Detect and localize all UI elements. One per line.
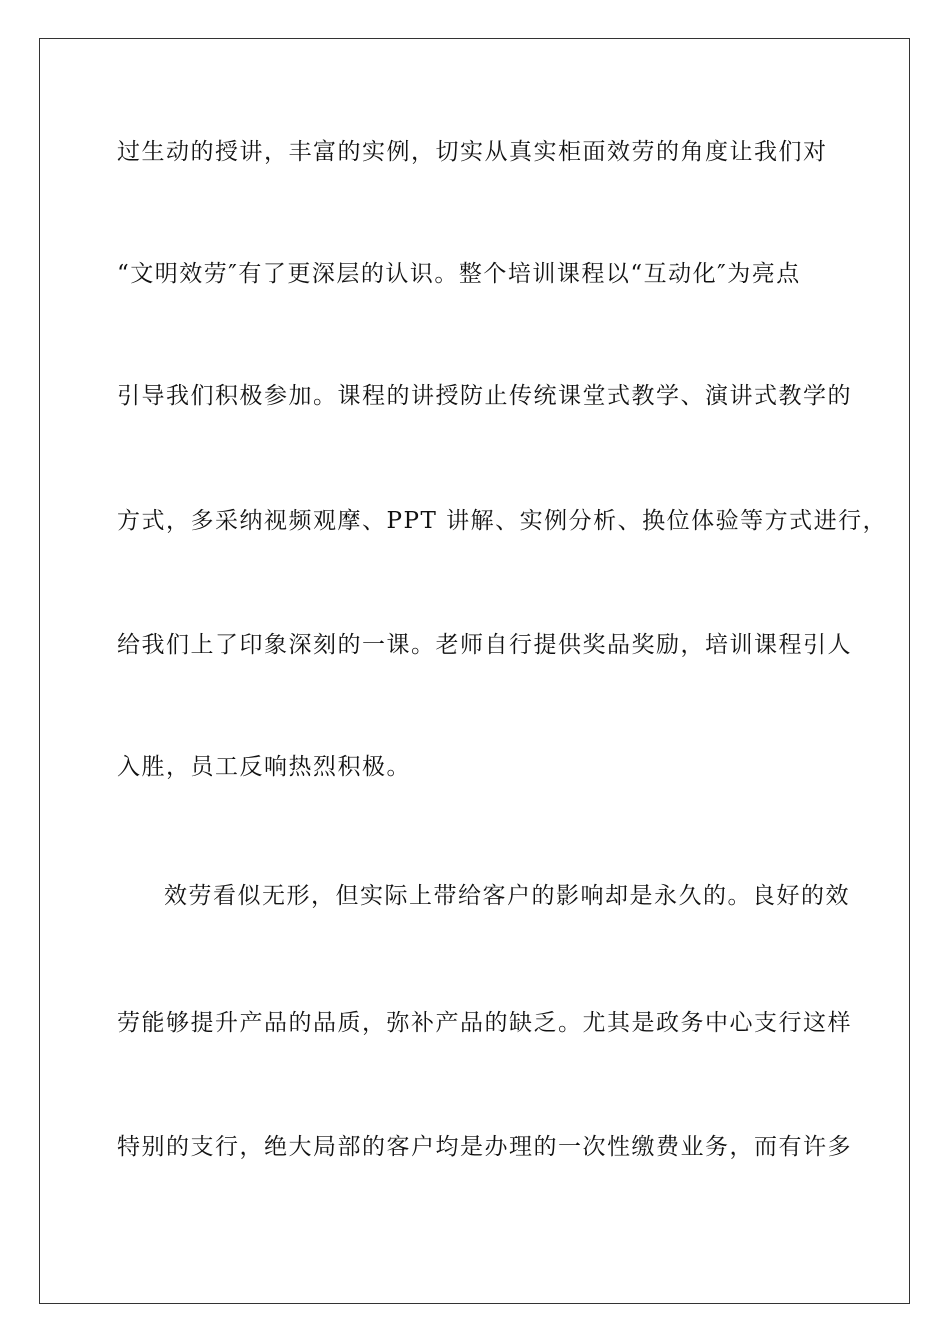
text-line-1: 过生动的授讲，丰富的实例，切实从真实柜面效劳的角度让我们对 [117, 139, 828, 165]
paragraph-2-line-3: 特别的支行，绝大局部的客户均是办理的一次性缴费业务，而有许多 [117, 1134, 852, 1160]
text-line-3: 引导我们积极参加。课程的讲授防止传统课堂式教学、演讲式教学的 [117, 383, 852, 409]
text-line-5: 给我们上了印象深刻的一课。老师自行提供奖品奖励，培训课程引人 [117, 632, 852, 658]
text-line-2: “文明效劳″有了更深层的认识。整个培训课程以“互动化″为亮点 [117, 261, 801, 287]
page-border [39, 38, 910, 1304]
paragraph-2-line-1: 效劳看似无形，但实际上带给客户的影响却是永久的。良好的效 [164, 883, 850, 909]
paragraph-2-line-2: 劳能够提升产品的品质，弥补产品的缺乏。尤其是政务中心支行这样 [117, 1010, 852, 1036]
text-line-6: 入胜，员工反响热烈积极。 [117, 754, 411, 780]
text-line-4: 方式，多采纳视频观摩、PPT 讲解、实例分析、换位体验等方式进行， [117, 508, 888, 534]
